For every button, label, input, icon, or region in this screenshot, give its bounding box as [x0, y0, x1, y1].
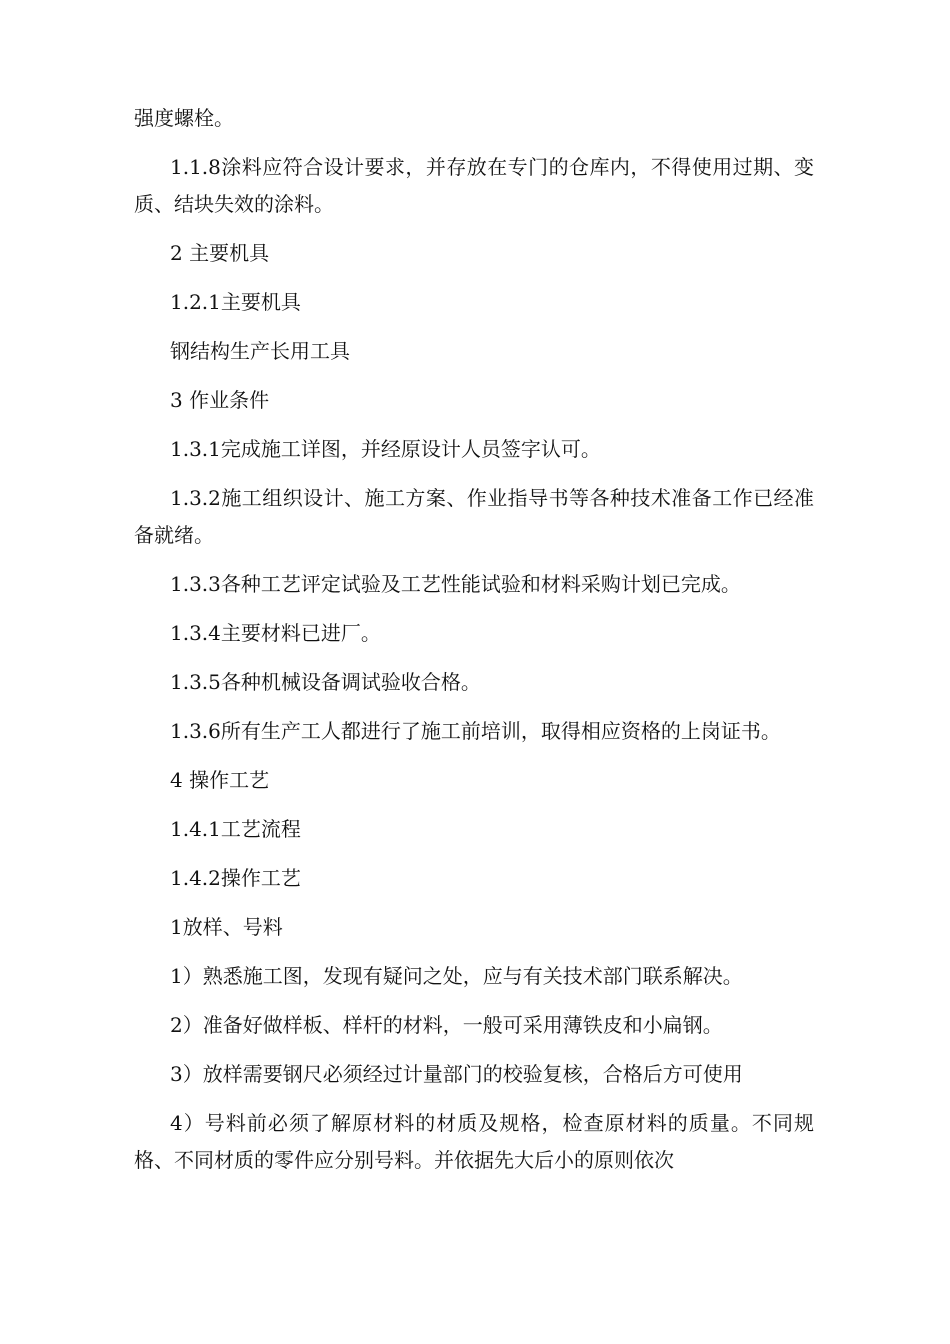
paragraph-1-2-1: 1.2.1主要机具 — [170, 290, 301, 314]
heading-main-tools: 2 主要机具 — [170, 241, 270, 265]
paragraph-layout-marking: 1放样、号料 — [170, 915, 283, 939]
list-item-3: 3）放样需要钢尺必须经过计量部门的校验复核，合格后方可使用 — [170, 1062, 743, 1086]
list-item-2: 2）准备好做样板、样杆的材料，一般可采用薄铁皮和小扁钢。 — [170, 1013, 723, 1037]
paragraph-1-3-6: 1.3.6所有生产工人都进行了施工前培训，取得相应资格的上岗证书。 — [170, 719, 781, 743]
paragraph-1-3-1: 1.3.1完成施工详图，并经原设计人员签字认可。 — [170, 437, 601, 461]
paragraph-1-1-8: 1.1.8涂料应符合设计要求，并存放在专门的仓库内，不得使用过期、变质、结块失效的涂料。 — [134, 155, 814, 216]
paragraph-bolt-end: 强度螺栓。 — [134, 106, 234, 130]
paragraph-1-3-4: 1.3.4主要材料已进厂。 — [170, 621, 381, 645]
heading-work-conditions: 3 作业条件 — [170, 388, 270, 412]
paragraph-1-4-1: 1.4.1工艺流程 — [170, 817, 301, 841]
paragraph-1-3-2: 1.3.2施工组织设计、施工方案、作业指导书等各种技术准备工作已经准备就绪。 — [134, 486, 814, 547]
paragraph-1-3-3: 1.3.3各种工艺评定试验及工艺性能试验和材料采购计划已完成。 — [170, 572, 741, 596]
list-item-4: 4）号料前必须了解原材料的材质及规格，检查原材料的质量。不同规格、不同材质的零件应分别号料。并依据先大后小的原则依次 — [134, 1111, 814, 1172]
paragraph-1-3-5: 1.3.5各种机械设备调试验收合格。 — [170, 670, 481, 694]
document-body — [134, 100, 814, 1191]
heading-operation-process: 4 操作工艺 — [170, 768, 270, 792]
list-item-1: 1）熟悉施工图，发现有疑问之处，应与有关技术部门联系解决。 — [170, 964, 743, 988]
paragraph-tools-list: 钢结构生产长用工具 — [170, 339, 350, 363]
paragraph-1-4-2: 1.4.2操作工艺 — [170, 866, 301, 890]
